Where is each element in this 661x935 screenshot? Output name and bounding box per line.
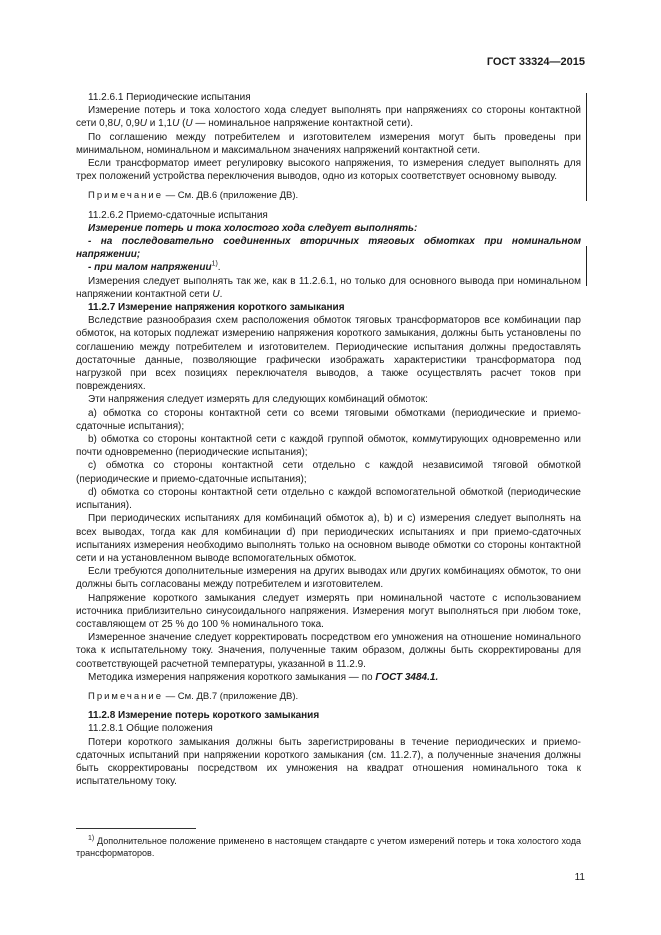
note-text: — См. ДВ.7 (приложение ДВ).: [163, 690, 299, 702]
footnote-rule: [76, 828, 196, 829]
paragraph: Измеренное значение следует корректировать посредством его умножения на отношение номинального тока к испытательному току. Значения, полученные таким образом, должны быть скорректированы для соответствующей расчетной температуры, указанной в 11.2.9.: [76, 632, 581, 670]
clause-heading: 11.2.6.2 Приемо-сдаточные испытания: [88, 209, 268, 221]
change-bar: [586, 93, 587, 201]
list-item: d) обмотка со стороны контактной сети отдельно с каждой вспомогательной обмоткой (периодические испытания).: [76, 486, 581, 512]
footnote-mark: 1): [88, 835, 95, 842]
list-item: [76, 261, 581, 274]
footnote-ref: 1): [211, 261, 218, 269]
note-label: Примечание: [88, 190, 163, 202]
text: .: [219, 288, 223, 300]
paragraph: [76, 671, 581, 684]
text: (: [179, 118, 186, 130]
paragraph: Если требуются дополнительные измерения на других выводах или других комбинациях обмоток, то они должны быть согласованы между потребителем и изготовителем.: [76, 566, 581, 591]
note: [76, 690, 581, 703]
paragraph: Напряжение короткого замыкания следует измерять при номинальной частоте с использованием источника приблизительно синусоидального напряжения. Измерения могут выполняться при любом токе, составляющем от 25 % до 100 % номинального тока.: [76, 592, 581, 630]
paragraph: Вследствие разнообразия схем расположения обмоток тяговых трансформаторов все комбинации пар обмоток, на которых подлежат измерению напряжения короткого замыкания, должны быть установлены по соглашению между потребителем и изготовителем. Периодические испытания должны предоставлять достаточные данные, позволяющие графически изображать характеристики трансформатора под нагрузкой при всех позициях переключателя выводов, а также осуществлять расчет токов при повреждениях.: [76, 315, 581, 393]
paragraph: [76, 104, 581, 130]
paragraph: Измерение потерь и тока холостого хода следует выполнять:: [88, 222, 418, 234]
standard-reference: ГОСТ 3484.1: [375, 671, 436, 683]
standard-header: ГОСТ 33324—2015: [486, 56, 585, 68]
paragraph: [76, 275, 581, 301]
page-number: 11: [574, 872, 585, 883]
text: и 1,1: [147, 118, 173, 130]
clause-heading: 11.2.6.1 Периодические испытания: [88, 92, 251, 103]
symbol: U: [172, 118, 180, 130]
paragraph: Потери короткого замыкания должны быть зарегистрированы в течение периодических и приемо-сдаточных испытаний при напряжении короткого замыкания (см. 11.2.7), а полученные значения должны быть скорректированы посредством их умножения на квадрат отношения номинального тока к испытательному току.: [76, 736, 581, 788]
text: — номинальное напряжение контактной сети).: [192, 118, 413, 130]
section-heading: 11.2.8 Измерение потерь короткого замыкания: [88, 710, 320, 722]
note-label: Примечание: [88, 690, 163, 702]
paragraph: Если трансформатор имеет регулировку высокого напряжения, то измерения следует выполнять для трех положений устройства переключения выводов, одно из которых соответствует основному выводу.: [76, 158, 581, 183]
document-body: [76, 91, 581, 788]
footnote-text: Дополнительное положение применено в настоящем стандарте с учетом измерений потерь и тока холостого хода трансформаторов.: [76, 836, 581, 858]
note-text: — См. ДВ.6 (приложение ДВ).: [163, 190, 299, 202]
paragraph: При периодических испытаниях для комбинаций обмоток а), b) и c) измерения следует выполнять на всех выводах, тогда как для комбинации d) при периодических испытаниях и при приемо-сдаточных испытаниях измерения необходимо выполнять только на основном выводе обмотки со стороны контактной сети и на установленном выводе вспомогательных обмоток.: [76, 513, 581, 564]
paragraph: Эти напряжения следует измерять для следующих комбинаций обмоток:: [88, 394, 428, 406]
list-item: c) обмотка со стороны контактной сети отдельно с каждой независимой тяговой обмоткой (периодические и приемо-сдаточные испытания);: [76, 460, 581, 485]
symbol: U: [139, 118, 148, 130]
text: .: [435, 671, 439, 683]
footnote: [76, 835, 581, 859]
section-heading: 11.2.7 Измерение напряжения короткого замыкания: [88, 302, 345, 314]
list-item: - на последовательно соединенных вторичных тяговых обмотках при номинальном напряжении;: [76, 236, 581, 261]
text: - при малом напряжении: [88, 262, 212, 274]
paragraph: По соглашению между потребителем и изготовителем измерения могут быть проведены при минимальном, номинальном и максимальном значениях напряжений контактной сети.: [76, 131, 581, 156]
change-bar: [586, 246, 587, 286]
symbol: U: [185, 118, 193, 130]
list-item: а) обмотка со стороны контактной сети со всеми тяговыми обмотками (периодические и приемо-сдаточные испытания);: [76, 407, 581, 432]
text: Измерение потерь и тока холостого хода следует выполнять при напряжениях со стороны контактной сети 0,8: [76, 105, 581, 130]
clause-heading: 11.2.8.1 Общие положения: [88, 723, 213, 735]
text: Методика измерения напряжения короткого замыкания — по: [88, 671, 376, 683]
symbol: U: [113, 118, 121, 130]
symbol: U: [212, 288, 220, 300]
text: .: [217, 262, 221, 274]
note: [76, 189, 581, 202]
text: , 0,9: [120, 118, 140, 130]
list-item: b) обмотка со стороны контактной сети с каждой группой обмоток, коммутирующих одновременно или почти одновременно (периодические испытания);: [76, 434, 581, 459]
text: Измерения следует выполнять так же, как в 11.2.6.1, но только для основного вывода при номинальном напряжении контактной сети: [76, 275, 581, 300]
